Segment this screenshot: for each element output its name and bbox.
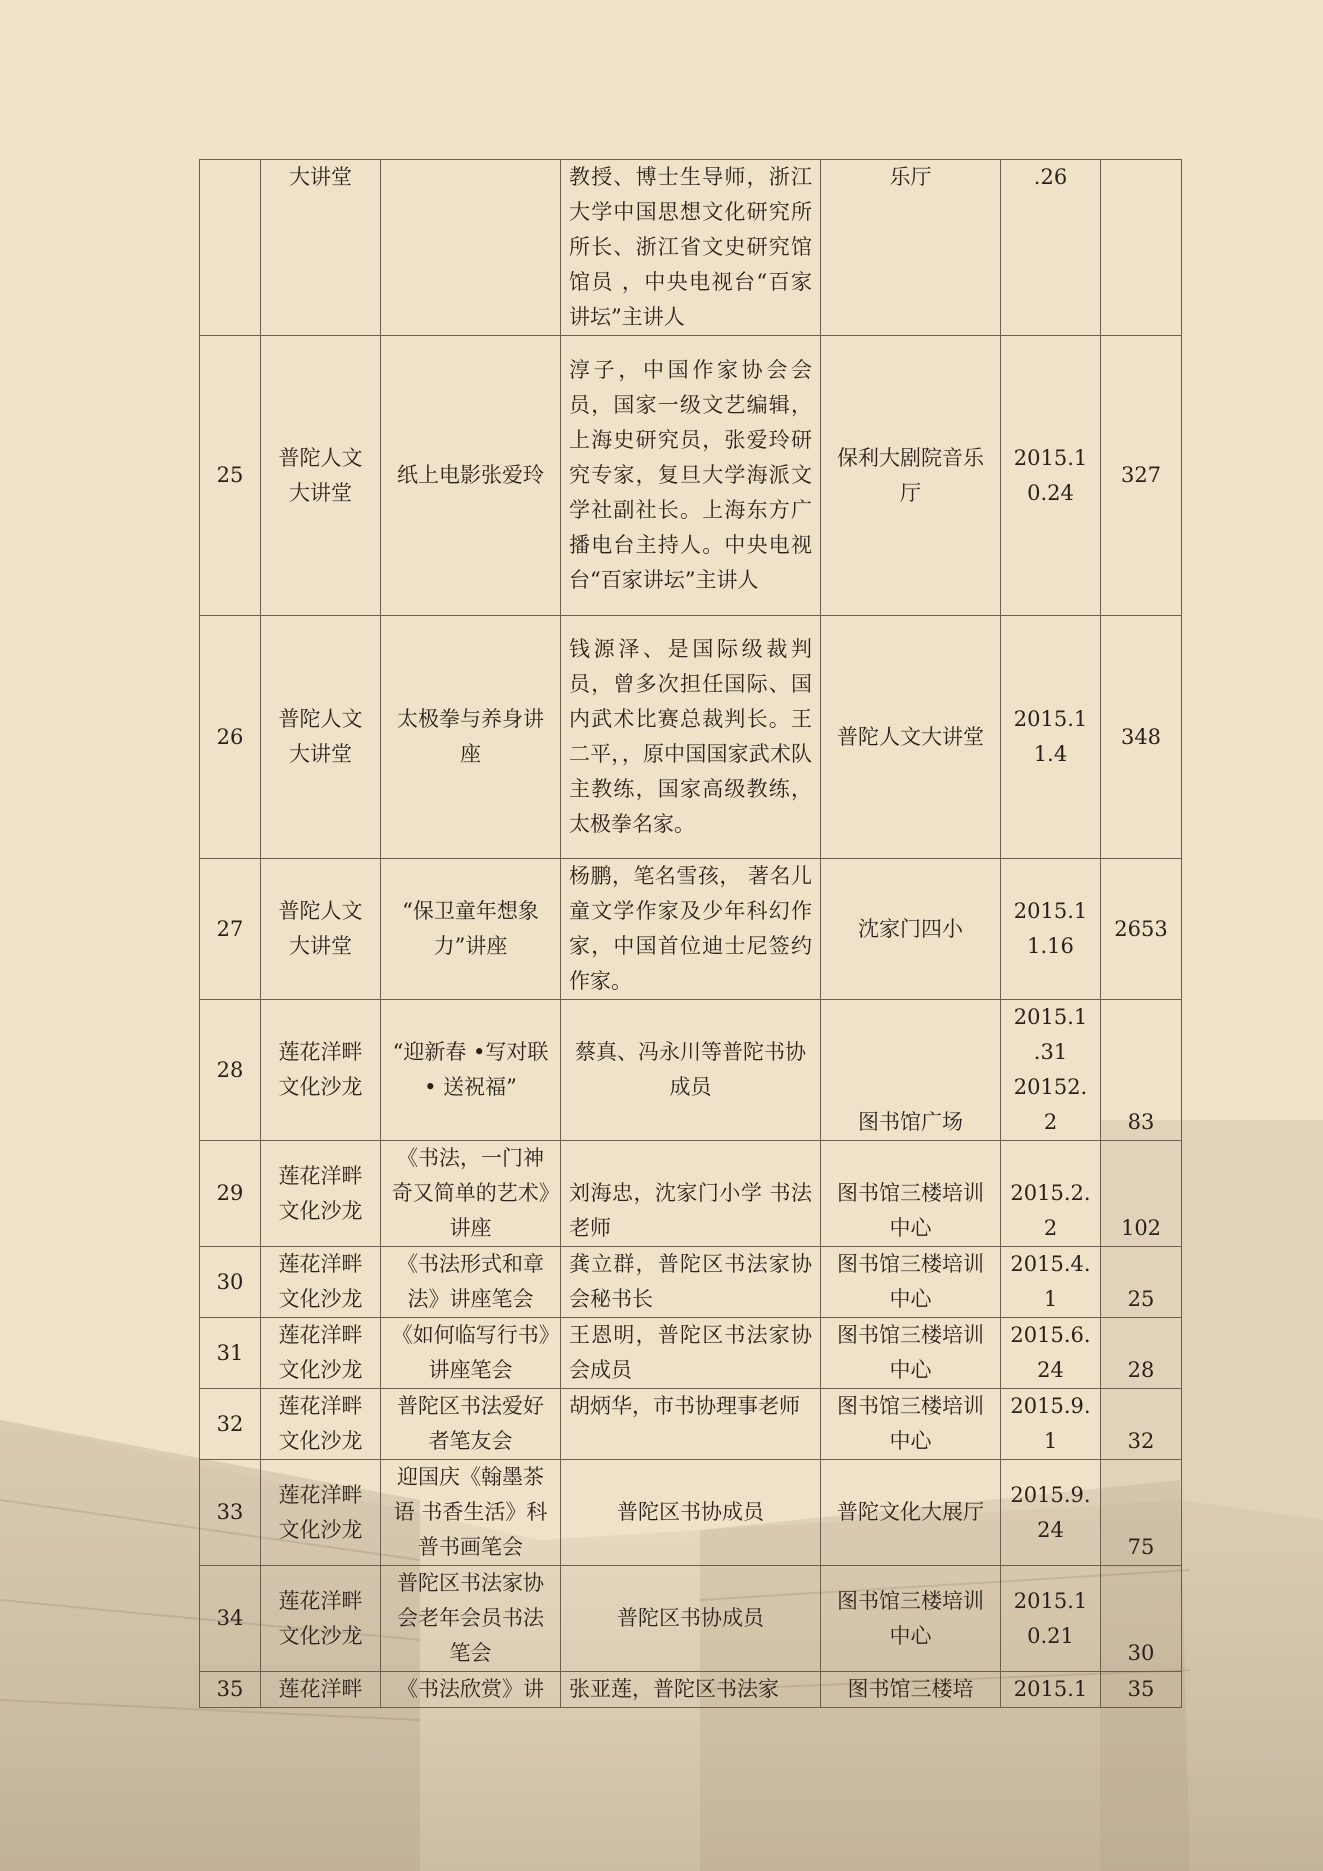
date-cell: 2015.1 (1001, 1672, 1101, 1708)
title-cell: 迎国庆《翰墨茶语 书香生活》科普书画笔会 (381, 1460, 561, 1566)
series-cell: 普陀人文大讲堂 (261, 336, 381, 616)
table-row (200, 1318, 1182, 1389)
row-number: 31 (200, 1318, 261, 1389)
venue-cell: 图书馆广场 (821, 1000, 1001, 1141)
attendance-cell: 30 (1101, 1566, 1182, 1672)
date-cell: 2015.4.1 (1001, 1247, 1101, 1318)
events-table (199, 159, 1182, 1708)
row-number: 27 (200, 859, 261, 1000)
title-cell: “保卫童年想象力”讲座 (381, 859, 561, 1000)
attendance-cell: 75 (1101, 1460, 1182, 1566)
attendance-cell: 32 (1101, 1389, 1182, 1460)
title-cell: 《书法欣赏》讲 (381, 1672, 561, 1708)
attendance-cell: 2653 (1101, 859, 1182, 1000)
table-row (200, 336, 1182, 616)
table-row (200, 1000, 1182, 1141)
series-cell: 普陀人文大讲堂 (261, 859, 381, 1000)
attendance-cell: 28 (1101, 1318, 1182, 1389)
series-cell: 莲花洋畔文化沙龙 (261, 1141, 381, 1247)
date-cell: 2015.9.24 (1001, 1460, 1101, 1566)
row-number: 33 (200, 1460, 261, 1566)
attendance-cell: 83 (1101, 1000, 1182, 1141)
attendance-cell: 35 (1101, 1672, 1182, 1708)
speaker-cell: 杨鹏，笔名雪孩， 著名儿童文学作家及少年科幻作家，中国首位迪士尼签约作家。 (561, 859, 821, 1000)
speaker-cell: 刘海忠，沈家门小学 书法老师 (561, 1141, 821, 1247)
venue-cell: 普陀人文大讲堂 (821, 616, 1001, 859)
row-number: 28 (200, 1000, 261, 1141)
venue-cell: 乐厅 (821, 160, 1001, 336)
series-cell: 大讲堂 (261, 160, 381, 336)
series-cell: 普陀人文大讲堂 (261, 616, 381, 859)
date-cell: 2015.10.24 (1001, 336, 1101, 616)
speaker-cell: 普陀区书协成员 (561, 1566, 821, 1672)
row-number: 32 (200, 1389, 261, 1460)
series-cell: 莲花洋畔文化沙龙 (261, 1460, 381, 1566)
table-row (200, 1460, 1182, 1566)
venue-cell: 图书馆三楼培训中心 (821, 1389, 1001, 1460)
title-cell: 《书法形式和章法》讲座笔会 (381, 1247, 561, 1318)
date-line: 20152. (1013, 1075, 1088, 1099)
title-cell: 《书法，一门神奇又简单的艺术》讲座 (381, 1141, 561, 1247)
table-row (200, 1566, 1182, 1672)
events-table-sheet (199, 159, 1181, 1708)
title-cell: 普陀区书法爱好者笔友会 (381, 1389, 561, 1460)
title-cell (381, 160, 561, 336)
date-cell: 2015.11.4 (1001, 616, 1101, 859)
venue-cell: 沈家门四小 (821, 859, 1001, 1000)
row-number: 25 (200, 336, 261, 616)
date-line: .31 (1033, 1040, 1068, 1064)
table-row (200, 616, 1182, 859)
speaker-cell: 蔡真、冯永川等普陀书协成员 (561, 1000, 821, 1141)
venue-cell: 图书馆三楼培训中心 (821, 1318, 1001, 1389)
venue-cell: 保利大剧院音乐厅 (821, 336, 1001, 616)
date-cell: .26 (1001, 160, 1101, 336)
series-cell: 莲花洋畔文化沙龙 (261, 1000, 381, 1141)
series-cell: 莲花洋畔文化沙龙 (261, 1389, 381, 1460)
date-line: 2015.1 (1013, 1005, 1088, 1029)
table-row (200, 1141, 1182, 1247)
venue-cell: 图书馆三楼培训中心 (821, 1141, 1001, 1247)
title-cell: 《如何临写行书》讲座笔会 (381, 1318, 561, 1389)
speaker-cell: 龚立群，普陀区书法家协会秘书长 (561, 1247, 821, 1318)
date-cell: 2015.2.2 (1001, 1141, 1101, 1247)
attendance-cell: 102 (1101, 1141, 1182, 1247)
row-number (200, 160, 261, 336)
row-number: 26 (200, 616, 261, 859)
row-number: 35 (200, 1672, 261, 1708)
row-number: 30 (200, 1247, 261, 1318)
speaker-cell: 教授、博士生导师，浙江大学中国思想文化研究所所长、浙江省文史研究馆馆员 ，中央电视台“百家讲坛”主讲人 (561, 160, 821, 336)
series-cell: 莲花洋畔 (261, 1672, 381, 1708)
date-cell: 2015.9.1 (1001, 1389, 1101, 1460)
series-cell: 莲花洋畔文化沙龙 (261, 1318, 381, 1389)
title-cell: “迎新春 •写对联 • 送祝福” (381, 1000, 561, 1141)
series-cell: 莲花洋畔文化沙龙 (261, 1247, 381, 1318)
date-line: 2 (1043, 1110, 1058, 1134)
table-row (200, 160, 1182, 336)
attendance-cell (1101, 160, 1182, 336)
attendance-cell: 25 (1101, 1247, 1182, 1318)
title-cell: 纸上电影张爱玲 (381, 336, 561, 616)
date-cell: 2015.6.24 (1001, 1318, 1101, 1389)
speaker-cell: 钱源泽、是国际级裁判员，曾多次担任国际、国内武术比赛总裁判长。王二平，，原中国国家武术队主教练，国家高级教练，太极拳名家。 (561, 616, 821, 859)
venue-cell: 图书馆三楼培训中心 (821, 1566, 1001, 1672)
speaker-cell: 胡炳华，市书协理事老师 (561, 1389, 821, 1460)
venue-cell: 图书馆三楼培训中心 (821, 1247, 1001, 1318)
speaker-cell: 张亚莲，普陀区书法家 (561, 1672, 821, 1708)
row-number: 29 (200, 1141, 261, 1247)
venue-cell: 普陀文化大展厅 (821, 1460, 1001, 1566)
table-row (200, 1672, 1182, 1708)
table-row (200, 1247, 1182, 1318)
date-cell (1001, 1000, 1101, 1141)
venue-cell: 图书馆三楼培 (821, 1672, 1001, 1708)
date-cell: 2015.10.21 (1001, 1566, 1101, 1672)
date-cell: 2015.11.16 (1001, 859, 1101, 1000)
series-cell: 莲花洋畔文化沙龙 (261, 1566, 381, 1672)
speaker-cell: 淳子，中国作家协会会员，国家一级文艺编辑，上海史研究员，张爱玲研究专家，复旦大学海派文学社副社长。上海东方广播电台主持人。中央电视台“百家讲坛”主讲人 (561, 336, 821, 616)
table-row (200, 1389, 1182, 1460)
title-cell: 太极拳与养身讲座 (381, 616, 561, 859)
table-row (200, 859, 1182, 1000)
title-cell: 普陀区书法家协会老年会员书法笔会 (381, 1566, 561, 1672)
speaker-cell: 普陀区书协成员 (561, 1460, 821, 1566)
speaker-cell: 王恩明，普陀区书法家协会成员 (561, 1318, 821, 1389)
attendance-cell: 327 (1101, 336, 1182, 616)
attendance-cell: 348 (1101, 616, 1182, 859)
row-number: 34 (200, 1566, 261, 1672)
